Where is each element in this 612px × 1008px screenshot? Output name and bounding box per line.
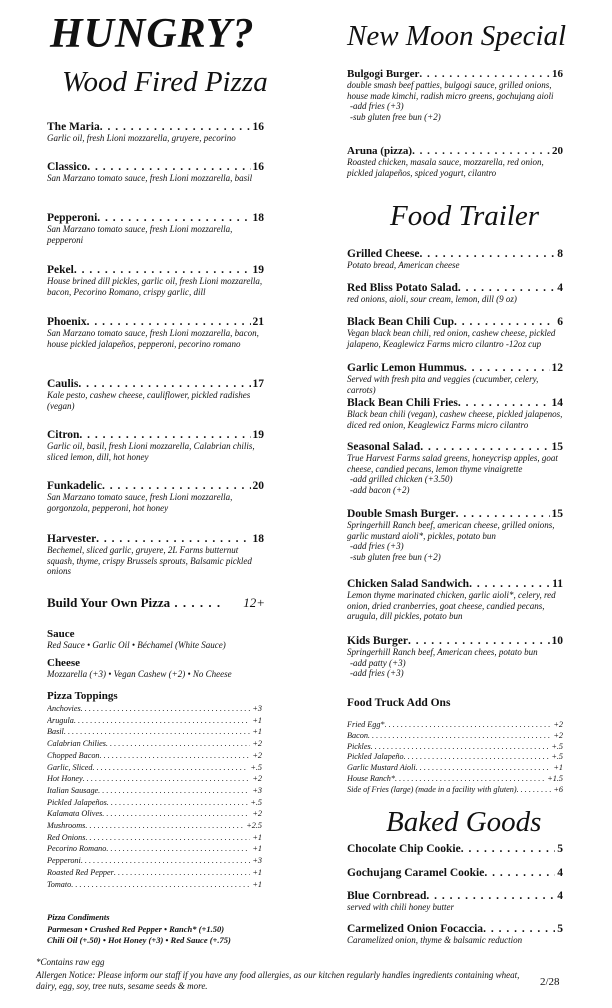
food-trailer-heading: Food Trailer <box>390 200 540 232</box>
menu-item <box>347 397 563 430</box>
item-price: 19 <box>252 429 264 441</box>
item-name-row <box>347 362 563 374</box>
topping-row <box>47 726 262 738</box>
item-price: 20 <box>552 145 563 157</box>
topping-name: Calabrian Chilies <box>47 739 106 749</box>
topping-row <box>47 808 262 820</box>
topping-price: +1 <box>252 867 262 877</box>
addon-name: House Ranch* <box>347 773 395 783</box>
dot-leader <box>102 480 251 492</box>
topping-price: +2.5 <box>246 821 262 831</box>
item-name-row <box>347 441 563 453</box>
sauce-options: Red Sauce • Garlic Oil • Béchamel (White Sauce) <box>47 640 226 650</box>
topping-row <box>47 797 262 809</box>
dot-leader <box>79 429 250 441</box>
topping-name: Kalamata Olives <box>47 809 103 819</box>
item-name: Seasonal Salad <box>347 441 421 453</box>
item-description: Served with fresh pita and veggies (cucumber, celery, carrots) <box>347 374 539 395</box>
topping-row <box>47 867 262 879</box>
dot-leader <box>368 731 551 742</box>
item-name-row <box>47 264 264 276</box>
dot-leader <box>458 397 550 409</box>
topping-price: +2 <box>252 739 262 749</box>
page-title: HUNGRY? <box>50 11 255 57</box>
menu-item <box>347 508 563 562</box>
item-name-row <box>47 121 264 133</box>
item-price: 4 <box>557 867 563 879</box>
item-description: Caramelized onion, thyme & balsamic reduction <box>347 935 523 945</box>
dot-leader <box>100 750 251 762</box>
dot-leader <box>464 362 550 374</box>
cheese-label: Cheese <box>47 657 80 669</box>
topping-price: +1 <box>252 879 262 889</box>
dot-leader <box>78 378 250 390</box>
item-description: Springerhill Ranch beef, american cheese, grilled onions, garlic mustard aioli*, pickles, potato bun <box>347 520 555 541</box>
item-description: Potato bread, American cheese <box>347 260 460 270</box>
addon-price: +2 <box>553 720 563 729</box>
item-description: San Marzano tomato sauce, fresh Lioni mozzarella, gorgonzola, pepperoni, hot honey <box>47 492 233 513</box>
item-name: Kids Burger <box>347 635 409 647</box>
item-name-row <box>347 890 563 902</box>
menu-item <box>47 429 264 462</box>
condiments-line1: Parmesan • Crushed Red Pepper • Ranch* (+1.50) <box>47 924 225 934</box>
dot-leader <box>81 855 251 867</box>
item-price: 16 <box>252 121 264 133</box>
menu-item <box>47 121 264 144</box>
item-description: San Marzano tomato sauce, fresh Lioni mozzarella, basil <box>47 173 253 183</box>
page-number: 2/28 <box>540 976 560 988</box>
dot-leader <box>469 578 550 590</box>
dot-leader <box>74 715 251 727</box>
dot-leader <box>85 832 250 844</box>
menu-item <box>347 923 563 946</box>
item-price: 16 <box>552 68 563 80</box>
topping-price: +.5 <box>250 797 262 807</box>
item-price: 17 <box>252 378 264 390</box>
item-name-row <box>47 212 264 224</box>
item-name: Carmelized Onion Focaccia <box>347 923 484 935</box>
item-name-row <box>347 248 563 260</box>
item-price: 4 <box>557 282 563 294</box>
condiments-label: Pizza Condiments <box>47 912 110 922</box>
item-name-row <box>347 923 563 935</box>
item-extra: -add bacon (+2) <box>350 484 410 495</box>
item-name-row <box>347 282 563 294</box>
addon-price: +6 <box>553 784 563 794</box>
topping-name: Italian Sausage <box>47 785 99 795</box>
topping-name: Arugula <box>47 715 74 725</box>
item-price: 19 <box>252 264 264 276</box>
topping-name: Roasted Red Pepper <box>47 867 114 877</box>
cheese-options: Mozzarella (+3) • Vegan Cashew (+2) • No Cheese <box>47 669 232 679</box>
addon-price: +.5 <box>551 741 563 751</box>
menu-item <box>347 441 563 495</box>
dot-leader <box>102 808 250 820</box>
pizza-heading: Wood Fired Pizza <box>62 66 268 98</box>
dot-leader <box>517 785 552 796</box>
item-name: Pekel <box>47 264 74 276</box>
dot-leader <box>412 145 550 157</box>
item-name: Funkadelic <box>47 480 102 492</box>
menu-item <box>347 68 563 122</box>
dot-leader <box>371 742 550 753</box>
addon-name: Fried Egg* <box>347 720 385 729</box>
topping-price: +3 <box>252 785 262 795</box>
dot-leader <box>484 867 555 879</box>
topping-price: +3 <box>252 704 262 713</box>
new-moon-heading: New Moon Special <box>347 20 567 52</box>
menu-item <box>347 635 563 679</box>
item-name-row <box>47 480 264 492</box>
topping-row <box>47 820 262 832</box>
menu-item <box>47 264 264 297</box>
dot-leader <box>74 264 251 276</box>
menu-item <box>347 843 563 855</box>
dot-leader <box>416 763 552 774</box>
addon-row <box>347 774 563 785</box>
topping-name: Red Onions <box>47 832 86 842</box>
addon-name: Pickles <box>347 741 371 751</box>
topping-row <box>47 843 262 855</box>
item-price: 14 <box>551 397 563 409</box>
item-name: Harvester <box>47 533 97 545</box>
item-name-row <box>47 316 264 328</box>
dot-leader <box>456 508 550 520</box>
dot-leader <box>100 121 251 133</box>
item-name: Chocolate Chip Cookie <box>347 843 461 855</box>
topping-price: +3 <box>252 856 262 866</box>
item-name: Phoenix <box>47 316 87 328</box>
menu-item <box>347 867 563 879</box>
item-description: Springerhill Ranch beef, American chees, potato bun <box>347 647 538 657</box>
topping-row <box>47 715 262 727</box>
menu-item <box>47 212 264 245</box>
dot-leader <box>426 890 555 902</box>
item-price: 16 <box>252 161 264 173</box>
topping-price: +2 <box>252 809 262 819</box>
topping-name: Pecorino Romano <box>47 844 107 854</box>
item-description: Kale pesto, cashew cheese, cauliflower, pickled radishes (vegan) <box>47 390 251 411</box>
topping-row <box>47 738 262 750</box>
item-price: 5 <box>557 843 563 855</box>
topping-name: Mushrooms <box>47 821 86 831</box>
condiments-line2: Chili Oil (+.50) • Hot Honey (+3) • Red Sauce (+.75) <box>47 935 231 945</box>
item-name-row <box>347 635 563 647</box>
dot-leader <box>420 248 556 260</box>
dot-leader <box>87 161 250 173</box>
dot-leader <box>420 441 549 453</box>
item-name: Red Bliss Potato Salad <box>347 282 458 294</box>
item-name: Black Bean Chili Cup <box>347 316 455 328</box>
toppings-label: Pizza Toppings <box>47 690 118 702</box>
dot-leader <box>98 785 250 797</box>
item-price: 20 <box>252 480 264 492</box>
item-name-row <box>347 68 563 80</box>
item-extra: -add fries (+3) <box>350 101 404 111</box>
item-description: San Marzano tomato sauce, fresh Lioni mozzarella, pepperoni <box>47 224 233 245</box>
addon-name: Garlic Mustard Aioli <box>347 763 416 773</box>
item-price: 12 <box>551 362 563 374</box>
item-name: Garlic Lemon Hummus <box>347 362 464 374</box>
item-description: House brined dill pickles, garlic oil, fresh Lioni mozzarella, bacon, Pecorino Romano, crispy garlic, dill <box>47 276 263 297</box>
addon-row <box>347 742 563 753</box>
topping-row <box>47 750 262 762</box>
item-description: Garlic oil, fresh Lioni mozzarella, gruyere, pecorino <box>47 133 236 143</box>
addon-row <box>347 763 563 774</box>
menu-item <box>347 890 563 913</box>
addon-price: +1.5 <box>547 773 563 783</box>
item-description: served with chili honey butter <box>347 902 454 912</box>
dot-leader <box>114 867 251 879</box>
item-price: 5 <box>557 923 563 935</box>
topping-row <box>47 703 262 715</box>
addon-name: Pickled Jalapeño <box>347 752 404 762</box>
item-name-row <box>347 867 563 879</box>
item-name: Pepperoni <box>47 212 98 224</box>
item-description: red onions, aioli, sour cream, lemon, dill (9 oz) <box>347 294 517 304</box>
addons-list <box>347 720 563 796</box>
item-price: 15 <box>551 441 563 453</box>
dot-leader <box>81 703 251 715</box>
item-name: Black Bean Chili Fries <box>347 397 458 409</box>
item-extra: -add fries (+3) <box>350 541 404 551</box>
item-name: Blue Cornbread <box>347 890 427 902</box>
addon-name: Bacon <box>347 730 368 740</box>
allergen-notice: Allergen Notice: Please inform our staff if you have any food allergies, as our kitchen regularly handles ingredients containing wheat, dairy, egg, soy, tree nuts, sesame seeds & more. <box>36 970 520 991</box>
dot-leader <box>419 68 550 80</box>
topping-row <box>47 762 262 774</box>
dot-leader <box>71 879 250 891</box>
item-description: Lemon thyme marinated chicken, garlic aioli*, celery, red onion, dried cranberries, goat cheese, candied pecans, arugula, dill pickles, potato bun <box>347 590 556 621</box>
topping-name: Basil <box>47 727 64 737</box>
item-description: San Marzano tomato sauce, fresh Lioni mozzarella, bacon, house pickled jalapeños, pepperoni, pecorino romano <box>47 328 259 349</box>
item-price: 15 <box>551 508 563 520</box>
byo-dots: . . . . . . <box>170 595 222 610</box>
byo-title-row <box>47 595 265 611</box>
item-name: Aruna (pizza) <box>347 145 413 157</box>
item-name: Double Smash Burger <box>347 508 456 520</box>
item-name: Classico <box>47 161 88 173</box>
menu-item <box>347 578 563 622</box>
topping-name: Pickled Jalapeños <box>47 797 107 807</box>
menu-item <box>47 480 264 513</box>
dot-leader <box>454 316 555 328</box>
item-price: 6 <box>557 316 563 328</box>
dot-leader <box>483 923 555 935</box>
topping-name: Anchovies <box>47 704 81 713</box>
toppings-list <box>47 703 262 890</box>
addon-price: +2 <box>553 730 563 740</box>
topping-name: Hot Honey <box>47 774 83 784</box>
dot-leader <box>408 635 549 647</box>
dot-leader <box>107 797 249 809</box>
item-extra: -sub gluten free bun (+2) <box>350 551 441 562</box>
item-name: Caulis <box>47 378 79 390</box>
addon-row <box>347 731 563 742</box>
topping-row <box>47 773 262 785</box>
item-name-row <box>347 397 563 409</box>
item-name-row <box>347 578 563 590</box>
item-description: double smash beef patties, bulgogi sauce, grilled onions, house made kimchi, radish micro greens, gochujang aioli <box>347 80 554 101</box>
dot-leader <box>83 773 251 785</box>
addon-row <box>347 720 563 731</box>
topping-name: Garlic, Sliced <box>47 762 93 772</box>
item-name: The Maria <box>47 121 100 133</box>
topping-name: Tomato <box>47 879 72 889</box>
addon-row <box>347 785 563 796</box>
item-price: 4 <box>557 890 563 902</box>
menu-item <box>47 161 264 184</box>
item-name: Citron <box>47 429 80 441</box>
topping-price: +1 <box>252 715 262 725</box>
dot-leader <box>395 774 545 785</box>
menu-item <box>347 282 563 305</box>
dot-leader <box>106 843 250 855</box>
item-extra: -add grilled chicken (+3.50) <box>350 474 453 484</box>
byo-price: 12+ <box>243 595 265 610</box>
addon-row <box>347 752 563 763</box>
dot-leader <box>92 762 248 774</box>
dot-leader <box>461 843 556 855</box>
item-name: Gochujang Caramel Cookie <box>347 867 485 879</box>
topping-row <box>47 879 262 891</box>
item-description: Bechemel, sliced garlic, gruyere, 2L Farms butternut squash, thyme, crispy Brussels sprouts, Balsamic pickled onions <box>47 545 252 576</box>
byo-title: Build Your Own Pizza <box>47 595 171 610</box>
item-name-row <box>347 843 563 855</box>
addons-heading: Food Truck Add Ons <box>347 697 451 709</box>
menu-item <box>47 316 264 349</box>
topping-name: Chopped Bacon <box>47 750 100 760</box>
item-extra: -sub gluten free bun (+2) <box>350 111 441 122</box>
dot-leader <box>404 752 550 763</box>
topping-name: Pepperoni <box>47 856 81 866</box>
dot-leader <box>385 720 552 731</box>
item-name: Chicken Salad Sandwich <box>347 578 470 590</box>
dot-leader <box>85 820 244 832</box>
item-name: Grilled Cheese <box>347 248 420 260</box>
item-description: Roasted chicken, masala sauce, mozzarella, red onion, pickled jalapeños, spiced yogurt, cilantro <box>347 157 544 178</box>
item-description: True Harvest Farms salad greens, honeycrisp apples, goat cheese, candied pecans, lemon thyme vinaigrette <box>347 453 558 474</box>
item-price: 10 <box>551 635 563 647</box>
dot-leader <box>97 212 250 224</box>
topping-row <box>47 785 262 797</box>
topping-price: +1 <box>252 832 262 842</box>
menu-item <box>347 145 563 178</box>
raw-egg-note: *Contains raw egg <box>36 957 105 967</box>
topping-price: +1 <box>252 844 262 854</box>
addon-price: +1 <box>553 763 563 773</box>
item-name-row <box>47 533 264 545</box>
topping-price: +2 <box>252 750 262 760</box>
sauce-label: Sauce <box>47 628 75 640</box>
item-name-row <box>47 161 264 173</box>
item-extra: -add fries (+3) <box>350 668 404 678</box>
topping-price: +.5 <box>250 762 262 772</box>
item-price: 21 <box>252 316 264 328</box>
topping-price: +1 <box>252 727 262 737</box>
item-price: 18 <box>252 212 264 224</box>
dot-leader <box>87 316 251 328</box>
item-name-row <box>47 429 264 441</box>
item-name-row <box>347 508 563 520</box>
item-price: 11 <box>552 578 563 590</box>
menu-item <box>347 362 563 395</box>
item-description: Black bean chili (vegan), cashew cheese, pickled jalapenos, diced red onion, Keaglewicz Farms micro cilantro <box>347 409 563 430</box>
dot-leader <box>64 726 251 738</box>
topping-row <box>47 832 262 844</box>
addon-price: +.5 <box>551 752 563 762</box>
topping-row <box>47 855 262 867</box>
item-name-row <box>347 316 563 328</box>
addon-name: Side of Fries (large) (made in a facility with gluten) <box>347 784 517 794</box>
topping-price: +2 <box>252 774 262 784</box>
item-extra: -add patty (+3) <box>350 657 406 668</box>
item-price: 8 <box>557 248 563 260</box>
menu-item <box>347 248 563 271</box>
dot-leader <box>106 738 250 750</box>
menu-item <box>47 533 264 577</box>
menu-item <box>347 316 563 349</box>
item-name-row <box>347 145 563 157</box>
baked-heading: Baked Goods <box>386 806 542 838</box>
item-price: 18 <box>252 533 264 545</box>
item-description: Garlic oil, basil, fresh Lioni mozzarella, Calabrian chilis, sliced lemon, dill, hot honey <box>47 441 255 462</box>
dot-leader <box>458 282 555 294</box>
item-name-row <box>47 378 264 390</box>
menu-item <box>47 378 264 411</box>
item-description: Vegan black bean chili, red onion, cashew cheese, pickled jalapeno, Keaglewicz Farms micro cilantro -12oz cup <box>347 328 556 349</box>
item-name: Bulgogi Burger <box>347 68 420 80</box>
dot-leader <box>96 533 250 545</box>
